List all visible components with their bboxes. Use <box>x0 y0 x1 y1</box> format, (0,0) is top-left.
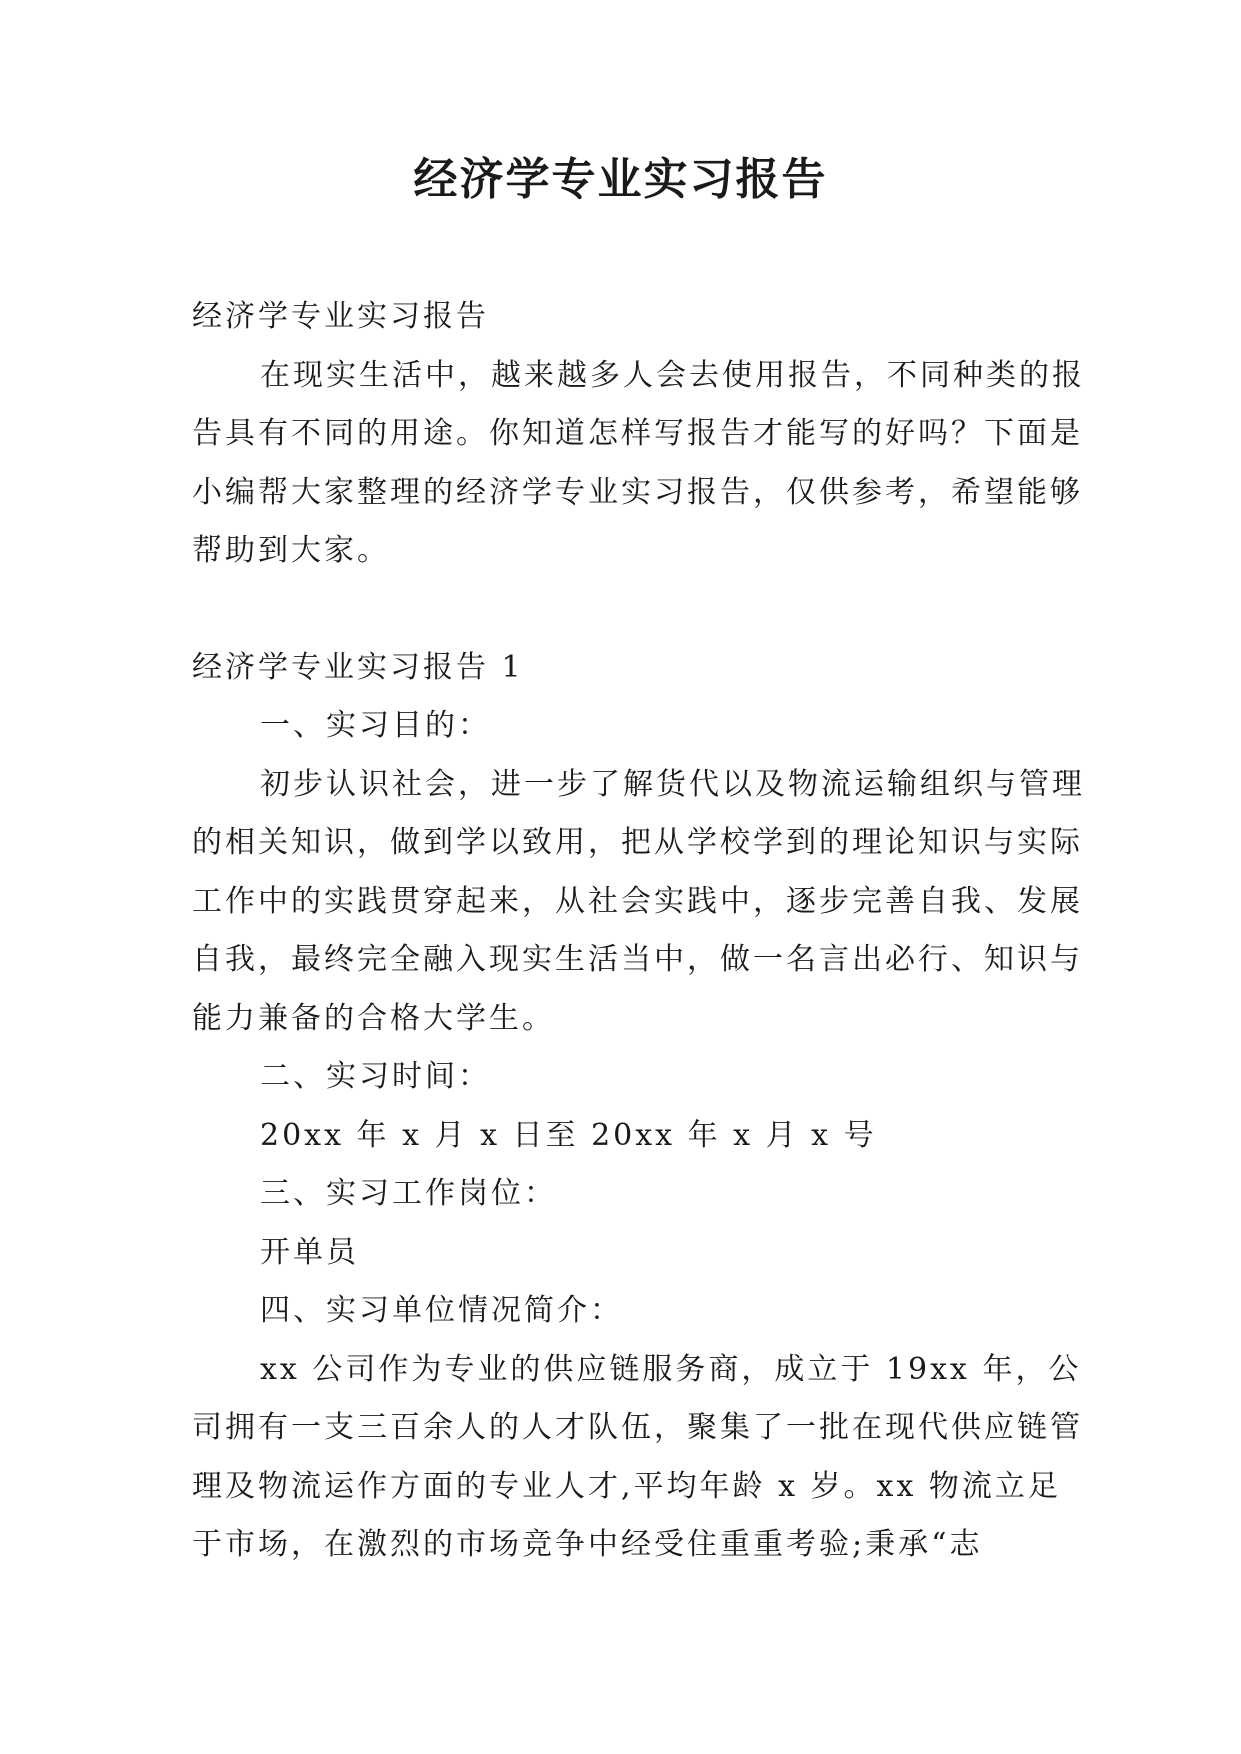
time-paragraph: 20xx 年 x 月 x 日至 20xx 年 x 月 x 号 <box>260 1117 877 1153</box>
position-heading: 三、实习工作岗位： <box>260 1176 557 1211</box>
document-title: 经济学专业实习报告 <box>413 154 828 205</box>
document-body <box>192 288 1092 1575</box>
purpose-paragraph: 初步认识社会，进一步了解货代以及物流运输组织与管理的相关知识，做到学以致用，把从学校学到的理论知识与实际工作中的实践贯穿起来，从社会实践中，逐步完善自我、发展自我，最终完全融入现实生活当中，做一名言出必行、知识与能力兼备的合格大学生。 <box>192 766 1085 1036</box>
intro-paragraph: 在现实生活中，越来越多人会去使用报告，不同种类的报告具有不同的用途。你知道怎样写报告才能写的好吗？下面是小编帮大家整理的经济学专业实习报告，仅供参考，希望能够帮助到大家。 <box>192 357 1085 568</box>
time-heading: 二、实习时间： <box>260 1059 491 1094</box>
position-paragraph: 开单员 <box>260 1234 359 1270</box>
section-title: 经济学专业实习报告 1 <box>192 649 524 685</box>
document-subtitle: 经济学专业实习报告 <box>192 299 489 334</box>
paragraph-spacer <box>192 581 1092 639</box>
unit-paragraph: xx 公司作为专业的供应链服务商，成立于 19xx 年，公司拥有一支三百余人的人才队伍，聚集了一批在现代供应链管理及物流运作方面的专业人才,平均年龄 x 岁。xx 物流立足于市场，在激烈的市场竞争中经受住重重考验;秉承“志 <box>192 1351 1083 1562</box>
purpose-heading: 一、实习目的： <box>260 708 491 743</box>
unit-heading: 四、实习单位情况简介： <box>260 1293 623 1328</box>
